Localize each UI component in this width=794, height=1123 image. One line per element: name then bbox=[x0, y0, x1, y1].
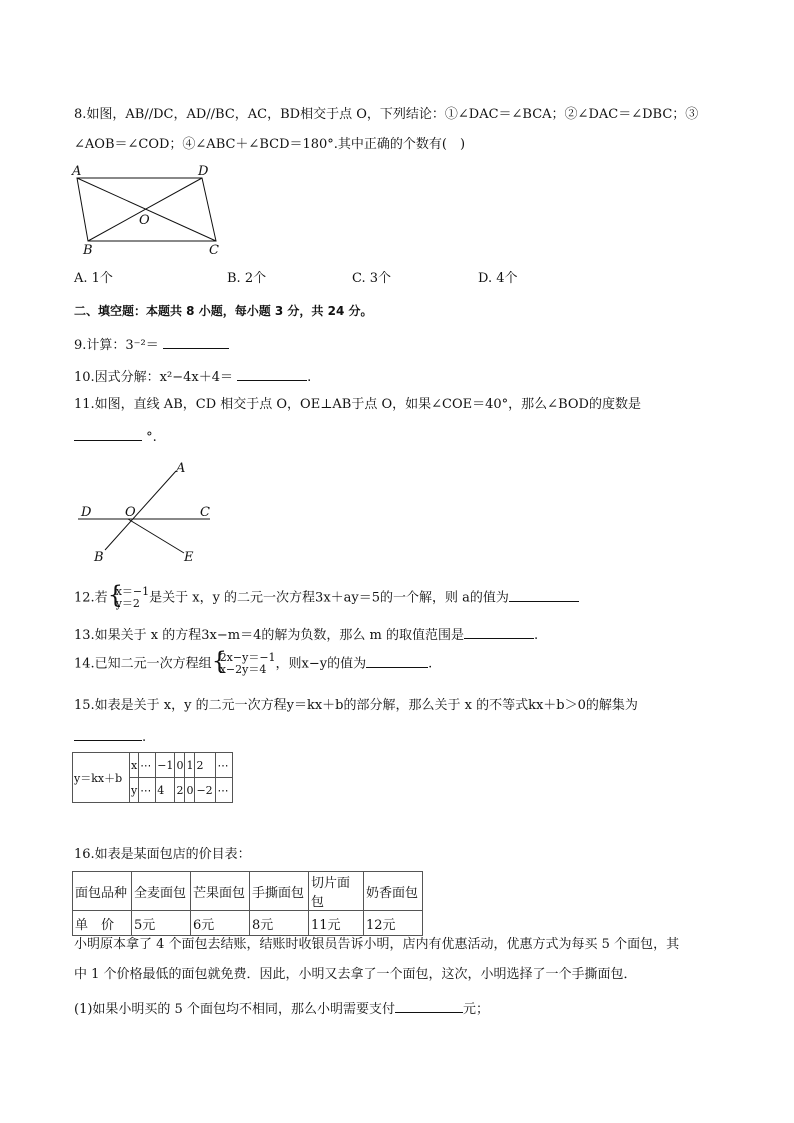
table-cell: 5元 bbox=[132, 911, 191, 936]
q11-line1: 11.如图，直线 AB，CD 相交于点 O，OE⊥AB于点 O，如果∠COE＝40°，那么∠BOD的度数是 bbox=[74, 397, 641, 412]
q8-label-a: A bbox=[72, 164, 82, 179]
q12 bbox=[74, 586, 579, 610]
table-header-cell: 手撕面包 bbox=[250, 872, 309, 911]
q13-answer-blank bbox=[464, 624, 534, 639]
q10 bbox=[74, 366, 311, 387]
table-row bbox=[73, 872, 423, 911]
table-cell: ⋯ bbox=[216, 753, 233, 778]
q13-end: . bbox=[533, 628, 539, 643]
table-cell: 11元 bbox=[309, 911, 364, 936]
table-cell: y bbox=[130, 778, 139, 803]
q11-label-e: E bbox=[184, 550, 194, 565]
q8-option-b: B. 2个 bbox=[227, 271, 267, 286]
q16-sub1 bbox=[74, 998, 489, 1019]
table-cell: ⋯ bbox=[216, 778, 233, 803]
q9-answer-blank bbox=[163, 334, 229, 349]
q16-paragraph-line2: 中 1 个价格最低的面包就免费．因此，小明又去拿了一个面包，这次，小明选择了一个手撕面包． bbox=[74, 967, 637, 982]
q16-title: 16.如表是某面包店的价目表： bbox=[74, 847, 251, 862]
q11-label-d: D bbox=[81, 505, 92, 520]
q12-post: 是关于 x，y 的二元一次方程3x＋ay＝5的一个解，则 a的值为 bbox=[149, 590, 509, 606]
q9 bbox=[74, 334, 229, 355]
q16-sub1-answer-blank bbox=[395, 998, 463, 1013]
q11-label-c: C bbox=[200, 505, 210, 520]
table-cell: ⋯ bbox=[139, 778, 156, 803]
q8-option-a: A. 1个 bbox=[74, 271, 113, 286]
table-cell: −2 bbox=[195, 778, 216, 803]
q13-text: 13.如果关于 x 的方程3x−m＝4的解为负数，那么 m 的取值范围是 bbox=[74, 628, 464, 643]
q14-pre: 14.已知二元一次方程组 bbox=[74, 656, 212, 672]
q8-label-c: C bbox=[209, 243, 219, 258]
q14-system: { 2x−y＝−1 x−2y＝4 bbox=[212, 652, 276, 676]
q11-label-o: O bbox=[125, 505, 136, 520]
section-title: 二、填空题：本题共 8 小题，每小题 3 分，共 24 分。 bbox=[74, 304, 373, 318]
table-header-cell: 全麦面包 bbox=[132, 872, 191, 911]
q14 bbox=[74, 652, 432, 676]
table-cell: 6元 bbox=[191, 911, 250, 936]
table-cell: 12元 bbox=[364, 911, 423, 936]
q11-lines-figure bbox=[72, 458, 222, 568]
table-cell: 4 bbox=[156, 778, 175, 803]
q15-end: . bbox=[142, 730, 147, 745]
table-cell: 0 bbox=[185, 778, 195, 803]
q15-answer-blank bbox=[74, 726, 142, 741]
q8-label-d: D bbox=[198, 164, 209, 179]
q8-option-d: D. 4个 bbox=[478, 271, 518, 286]
q13 bbox=[74, 624, 538, 645]
table-cell: 8元 bbox=[250, 911, 309, 936]
q11-line2 bbox=[74, 426, 157, 447]
table-cell: 0 bbox=[175, 753, 185, 778]
q8-label-o: O bbox=[139, 213, 150, 228]
q12-answer-blank bbox=[509, 587, 579, 602]
q14-post: ，则x−y的值为 bbox=[275, 656, 367, 672]
q8-parallelogram-figure bbox=[66, 158, 236, 258]
q10-end: . bbox=[307, 370, 312, 385]
q8-label-b: B bbox=[83, 243, 93, 258]
table-header-cell: 切片面包 bbox=[309, 872, 364, 911]
q12-system: { x＝−1 y＝2 bbox=[108, 586, 149, 610]
table-cell: 单 价 bbox=[73, 911, 132, 936]
q8-option-c: C. 3个 bbox=[352, 271, 392, 286]
q14-answer-blank bbox=[366, 653, 428, 668]
q9-text: 9.计算：3⁻²＝ bbox=[74, 338, 159, 353]
table-row bbox=[73, 911, 423, 936]
q12-pre: 12.若 bbox=[74, 590, 108, 606]
q16-paragraph-line1: 小明原本拿了 4 个面包去结账，结账时收银员告诉小明，店内有优惠活动，优惠方式为每买 5 个面包，其 bbox=[74, 937, 680, 952]
q16-price-table bbox=[72, 871, 423, 936]
table-row bbox=[73, 753, 233, 778]
q15-table bbox=[72, 752, 233, 803]
q16-sub1-text: (1)如果小明买的 5 个面包均不相同，那么小明需要支付 bbox=[74, 1002, 395, 1017]
table-cell: −1 bbox=[156, 753, 175, 778]
table-cell: 2 bbox=[175, 778, 185, 803]
q11-unit: °. bbox=[146, 430, 157, 445]
q15-text: 15.如表是关于 x，y 的二元一次方程y＝kx＋b的部分解，那么关于 x 的不等式kx＋b＞0的解集为 bbox=[74, 698, 638, 713]
q16-sub1-end: 元； bbox=[462, 1002, 489, 1017]
q8-line2: ∠AOB＝∠COD；④∠ABC＋∠BCD＝180°.其中正确的个数有( ) bbox=[74, 137, 466, 152]
q11-label-b: B bbox=[94, 550, 104, 565]
table-cell: 1 bbox=[185, 753, 195, 778]
q10-text: 10.因式分解：x²−4x＋4＝ bbox=[74, 370, 233, 385]
q15-line2 bbox=[74, 726, 146, 747]
table-header-cell: 面包品种 bbox=[73, 872, 132, 911]
table-cell: x bbox=[130, 753, 139, 778]
table-cell: ⋯ bbox=[139, 753, 156, 778]
q11-label-a: A bbox=[176, 461, 186, 476]
q15-label-cell: y＝kx＋b bbox=[73, 753, 130, 803]
q10-answer-blank bbox=[237, 366, 307, 381]
table-header-cell: 芒果面包 bbox=[191, 872, 250, 911]
table-header-cell: 奶香面包 bbox=[364, 872, 423, 911]
q11-answer-blank bbox=[74, 426, 142, 441]
q8-line1: 8.如图，AB//DC，AD//BC，AC，BD相交于点 O，下列结论：①∠DAC＝∠BCA；②∠DAC＝∠DBC；③ bbox=[74, 107, 699, 122]
table-cell: 2 bbox=[195, 753, 216, 778]
q14-end: . bbox=[428, 656, 433, 672]
